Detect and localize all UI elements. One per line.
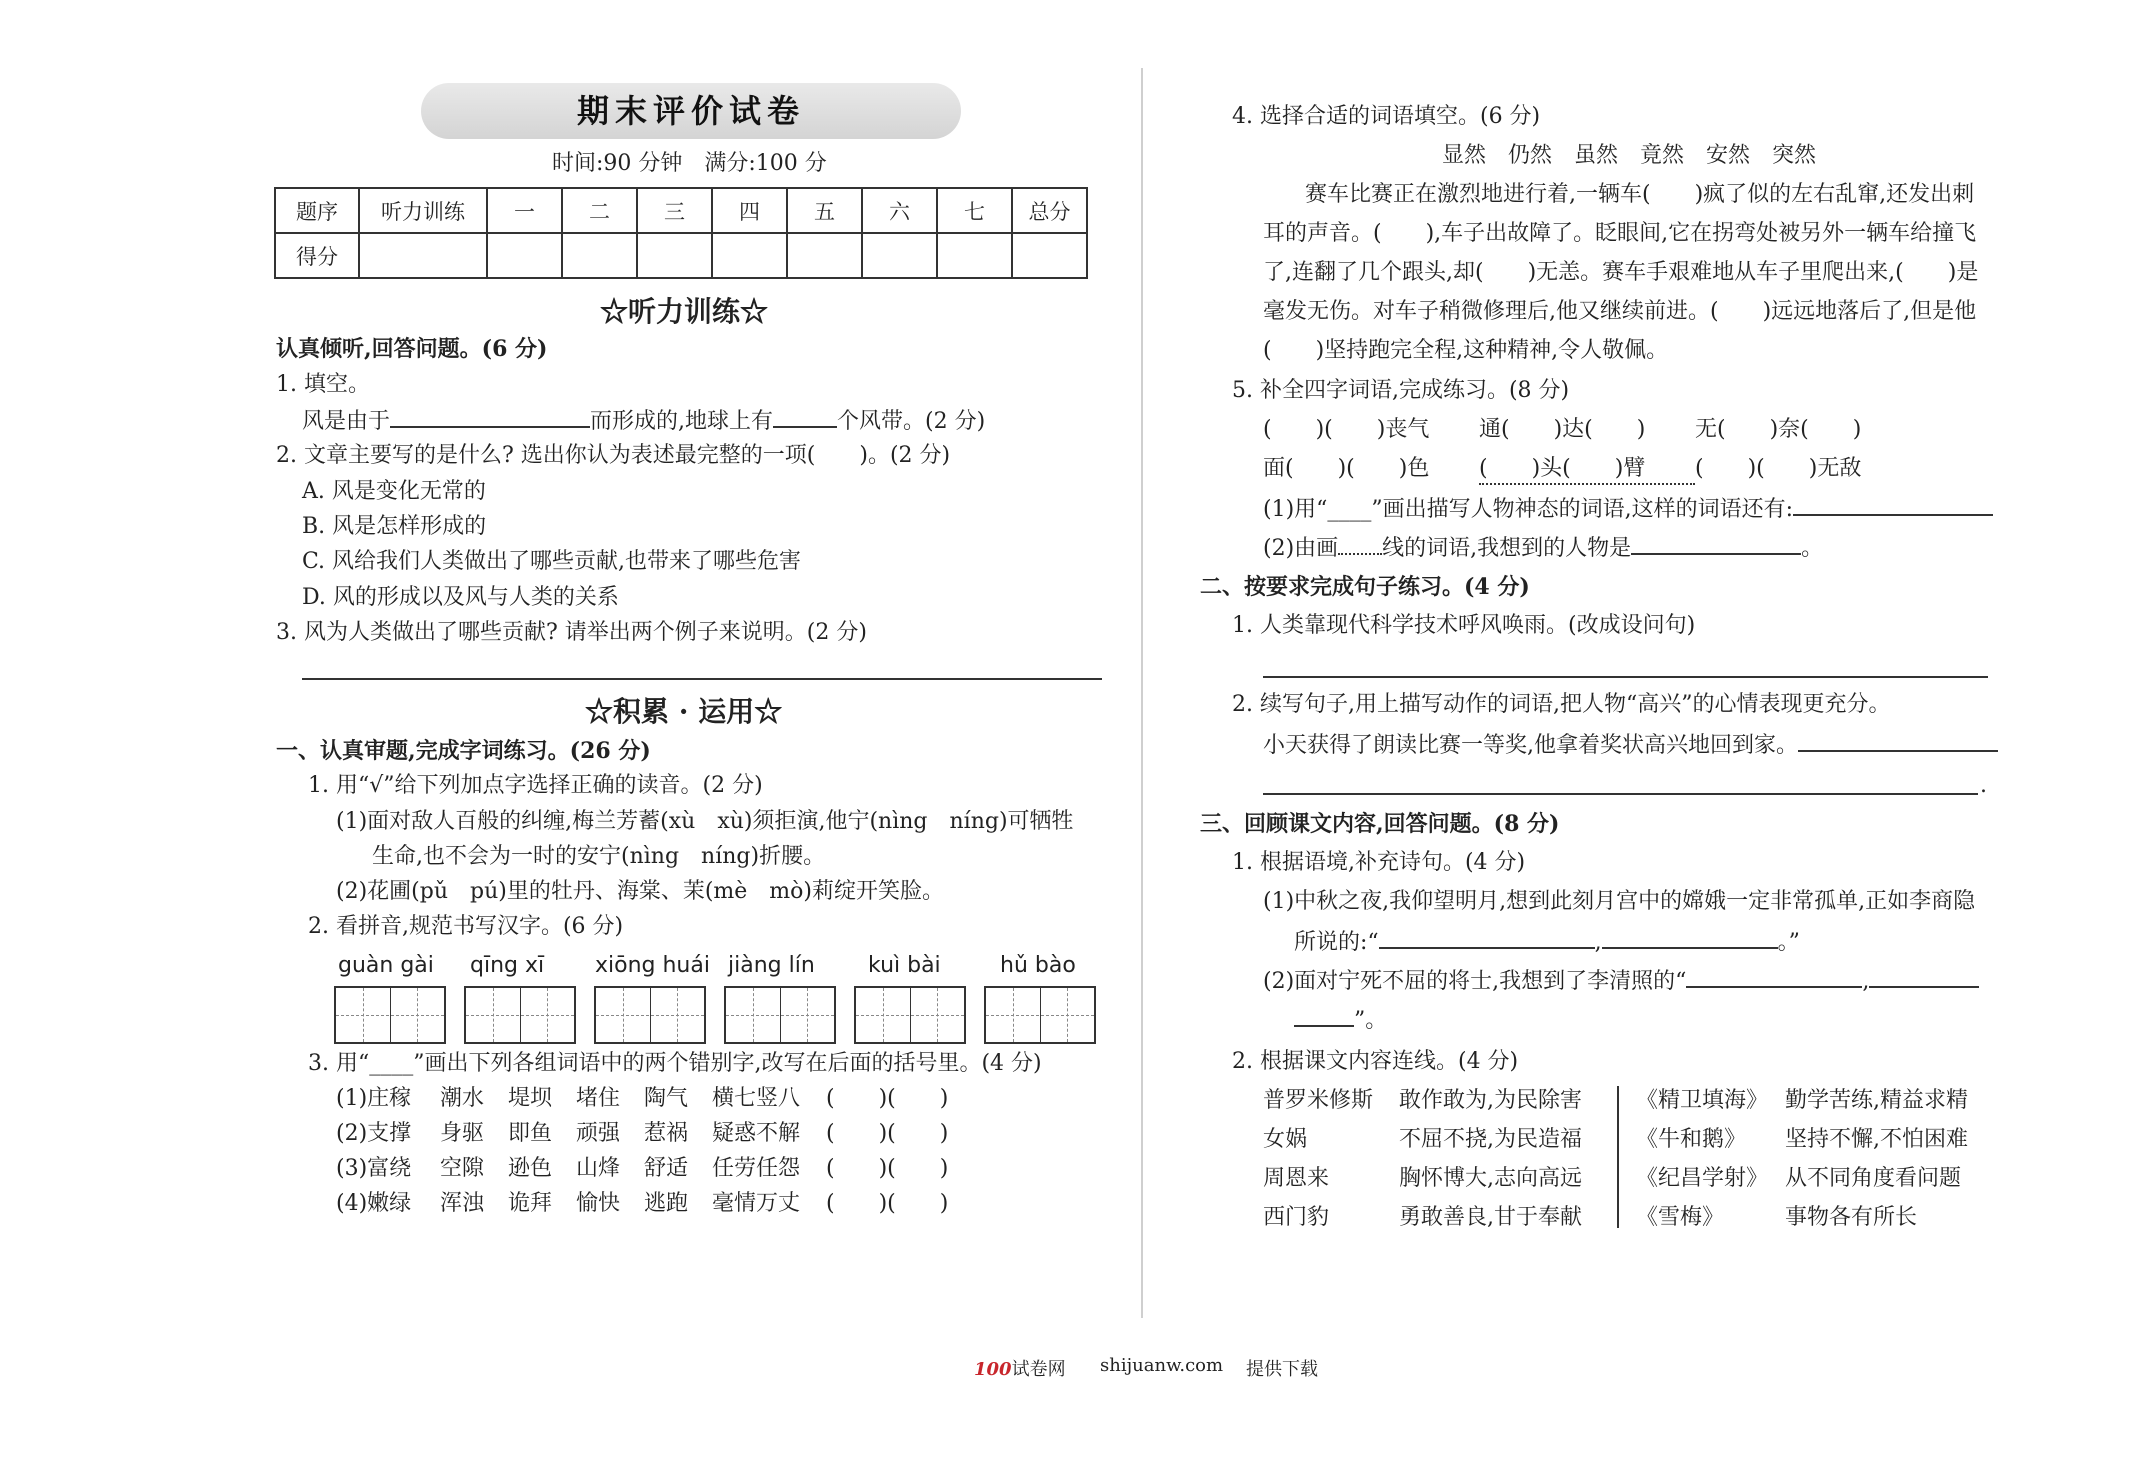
score-cell[interactable] xyxy=(862,233,937,278)
score-value-row xyxy=(275,233,1087,278)
q5-sub1-blank[interactable] xyxy=(1793,494,1993,516)
writing-grid[interactable] xyxy=(724,986,836,1044)
p2-q2-line xyxy=(1263,730,1998,760)
score-header-cell: 总分 xyxy=(1012,188,1087,233)
p3-q1-line2: 所说的:“ , 。” xyxy=(1294,927,1800,957)
q1-blank-1[interactable] xyxy=(390,406,590,428)
exam-subtitle: 时间:90 分钟 满分:100 分 xyxy=(552,151,827,176)
word: (2)支撑 xyxy=(336,1121,412,1146)
period: . xyxy=(1980,773,1987,798)
word: 空隙 xyxy=(440,1156,485,1181)
word: 任劳任怨 xyxy=(712,1156,801,1181)
score-header-cell: 三 xyxy=(637,188,712,233)
word: 毫情万丈 xyxy=(712,1191,801,1216)
q4-passage-line: 赛车比赛正在激烈地进行着,一辆车( )疯了似的左右乱窜,还发出刺 xyxy=(1305,182,1975,207)
answer-brackets[interactable]: ( )( ) xyxy=(826,1156,949,1181)
logo-number: 100 xyxy=(974,1359,1012,1380)
word: 逃跑 xyxy=(644,1191,689,1216)
q1-text-b: 而形成的,地球上有 xyxy=(590,409,774,434)
listening-heading: ☆听力训练☆ xyxy=(600,295,769,328)
poem-blank[interactable] xyxy=(1602,927,1778,949)
score-header-cell: 六 xyxy=(862,188,937,233)
match-lesson[interactable]: 事物各有所长 xyxy=(1785,1205,1918,1230)
word: 即鱼 xyxy=(508,1121,553,1146)
answer-brackets[interactable]: ( )( ) xyxy=(826,1086,949,1111)
writing-grid[interactable] xyxy=(854,986,966,1044)
score-row-label: 得分 xyxy=(275,233,359,278)
p1-q1-line2: 生命,也不会为一时的安宁(nìng níng)折腰。 xyxy=(372,844,826,869)
word: 顽强 xyxy=(576,1121,621,1146)
part1-heading: 一、认真审题,完成字词练习。(26 分) xyxy=(276,738,651,764)
pinyin-label: jiàng lín xyxy=(728,953,815,978)
q5-sub2-blank[interactable] xyxy=(1631,533,1801,555)
word-row xyxy=(336,1190,948,1218)
match-lesson[interactable]: 从不同角度看问题 xyxy=(1785,1166,1962,1191)
wavy-line-mark xyxy=(1338,533,1382,555)
match-person[interactable]: 周恩来 xyxy=(1263,1166,1330,1191)
match-separator xyxy=(1617,1086,1619,1228)
p2-q1-answer-line[interactable] xyxy=(1263,676,1988,678)
score-cell[interactable] xyxy=(787,233,862,278)
score-cell[interactable] xyxy=(487,233,562,278)
poem-blank[interactable] xyxy=(1294,1005,1354,1027)
match-text[interactable]: 《精卫填海》 xyxy=(1636,1088,1769,1113)
q5: 5. 补全四字词语,完成练习。(8 分) xyxy=(1232,378,1570,403)
match-trait[interactable]: 不屈不挠,为民造福 xyxy=(1399,1127,1582,1152)
q5-sub2-text: 线的词语,我想到的人物是 xyxy=(1382,536,1632,561)
word: 浑浊 xyxy=(440,1191,485,1216)
match-trait[interactable]: 敢作敢为,为民除害 xyxy=(1399,1088,1582,1113)
p1-q1-line3: (2)花圃(pǔ pú)里的牡丹、海棠、茉(mè mò)莉绽开笑脸。 xyxy=(336,879,944,904)
part3-heading: 三、回顾课文内容,回答问题。(8 分) xyxy=(1200,811,1560,837)
pinyin-label: hǔ bào xyxy=(1000,953,1076,978)
writing-grid[interactable] xyxy=(334,986,446,1044)
q4-passage-line: ( )坚持跑完全程,这种精神,令人敬佩。 xyxy=(1263,338,1669,363)
match-person[interactable]: 普罗米修斯 xyxy=(1263,1088,1374,1113)
word: 愉快 xyxy=(576,1191,621,1216)
match-text[interactable]: 《雪梅》 xyxy=(1636,1205,1725,1230)
word: 惹祸 xyxy=(644,1121,689,1146)
idiom-blank[interactable]: 无( )奈( ) xyxy=(1695,417,1862,442)
q3-answer-line[interactable] xyxy=(302,678,1102,680)
word: 疑惑不解 xyxy=(712,1121,801,1146)
q2-option-a: A. 风是变化无常的 xyxy=(302,479,486,504)
q4-word-bank: 显然 仍然 虽然 竟然 安然 突然 xyxy=(1442,143,1817,168)
listening-q3: 3. 风为人类做出了哪些贡献? 请举出两个例子来说明。(2 分) xyxy=(276,620,867,645)
q1-blank-2[interactable] xyxy=(773,406,837,428)
word: (1)庄稼 xyxy=(336,1086,412,1111)
q5-sub1-text: (1)用“____”画出描写人物神态的词语,这样的词语还有: xyxy=(1263,497,1794,522)
logo-text: 试卷网 xyxy=(1011,1359,1066,1380)
match-text[interactable]: 《牛和鹅》 xyxy=(1636,1127,1747,1152)
word: 堤坝 xyxy=(508,1086,553,1111)
p2-q1: 1. 人类靠现代科学技术呼风唤雨。(改成设问句) xyxy=(1232,613,1696,638)
score-table xyxy=(274,187,1088,279)
q4-passage-line: 了,连翻了几个跟头,却( )无恙。赛车手艰难地从车子里爬出来,( )是 xyxy=(1263,260,1979,285)
part2-heading: 二、按要求完成句子练习。(4 分) xyxy=(1200,574,1530,600)
footer-logo xyxy=(974,1355,1066,1381)
p3-q1: 1. 根据语境,补充诗句。(4 分) xyxy=(1232,850,1526,875)
word-row xyxy=(336,1120,948,1148)
match-text[interactable]: 《纪昌学射》 xyxy=(1636,1166,1769,1191)
match-person[interactable]: 西门豹 xyxy=(1263,1205,1330,1230)
score-header-cell: 二 xyxy=(562,188,637,233)
score-cell[interactable] xyxy=(712,233,787,278)
word-row xyxy=(336,1155,948,1183)
word-row xyxy=(336,1085,948,1113)
word: 堵住 xyxy=(576,1086,621,1111)
word: 逊色 xyxy=(508,1156,553,1181)
p2-q2-answer-line[interactable] xyxy=(1263,793,1978,795)
pinyin-label: kuì bài xyxy=(868,953,941,978)
p2-q2-text: 小天获得了朗读比赛一等奖,他拿着奖状高兴地回到家。 xyxy=(1263,733,1798,758)
q5-row2 xyxy=(1263,455,1861,485)
poem-blank[interactable] xyxy=(1869,966,1979,988)
word: 身驱 xyxy=(440,1121,485,1146)
p1-q1-line1: (1)面对敌人百般的纠缠,梅兰芳蓄(xù xù)须拒演,他宁(nìng níng)可牺牲 xyxy=(336,809,1074,834)
writing-grid[interactable] xyxy=(984,986,1096,1044)
score-header-cell: 一 xyxy=(487,188,562,233)
q4-passage-line: 耳的声音。( ),车子出故障了。眨眼间,它在拐弯处被另外一辆车给撞飞 xyxy=(1263,221,1977,246)
p1-q1: 1. 用“√”给下列加点字选择正确的读音。(2 分) xyxy=(308,773,763,798)
idiom-blank[interactable]: 通( )达( ) xyxy=(1479,417,1646,442)
score-cell[interactable] xyxy=(637,233,712,278)
answer-brackets[interactable]: ( )( ) xyxy=(826,1191,949,1216)
word: 舒适 xyxy=(644,1156,689,1181)
answer-brackets[interactable]: ( )( ) xyxy=(826,1121,949,1146)
listening-intro: 认真倾听,回答问题。(6 分) xyxy=(276,336,548,362)
p3-q1-line1: (1)中秋之夜,我仰望明月,想到此刻月宫中的嫦娥一定非常孤单,正如李商隐 xyxy=(1263,889,1976,914)
word: 横七竖八 xyxy=(712,1086,801,1111)
q1-text-a: 风是由于 xyxy=(302,409,391,434)
writing-grid[interactable] xyxy=(594,986,706,1044)
p2-q2-blank[interactable] xyxy=(1798,730,1998,752)
word: (4)嫩绿 xyxy=(336,1191,412,1216)
score-header-cell: 七 xyxy=(937,188,1012,233)
p1-q3: 3. 用“____”画出下列各组词语中的两个错别字,改写在后面的括号里。(4 分) xyxy=(308,1051,1042,1076)
p3-q1-line4: ”。 xyxy=(1294,1005,1387,1035)
score-header-cell: 五 xyxy=(787,188,862,233)
listening-q1: 1. 填空。 xyxy=(276,372,370,397)
p3-q1-line3: (2)面对宁死不屈的将士,我想到了李清照的“ , xyxy=(1263,966,1979,996)
match-lesson[interactable]: 坚持不懈,不怕困难 xyxy=(1785,1127,1968,1152)
score-cell[interactable] xyxy=(1012,233,1087,278)
pinyin-label: guàn gài xyxy=(338,953,434,978)
match-trait[interactable]: 勇敢善良,甘于奉献 xyxy=(1399,1205,1582,1230)
q2-option-d: D. 风的形成以及风与人类的关系 xyxy=(302,585,619,610)
idiom-blank[interactable]: 面( )( )色 xyxy=(1263,456,1430,481)
idiom-blank[interactable]: ( )( )丧气 xyxy=(1263,417,1430,442)
pinyin-label: xiōng huái xyxy=(595,953,710,978)
word: 诡拜 xyxy=(508,1191,553,1216)
match-trait[interactable]: 胸怀博大,志向高远 xyxy=(1399,1166,1582,1191)
accumulation-heading: ☆积累 · 运用☆ xyxy=(585,695,783,728)
q5-row1 xyxy=(1263,416,1861,444)
footer-site[interactable]: shijuanw.com xyxy=(1100,1355,1224,1376)
q2-option-b: B. 风是怎样形成的 xyxy=(302,514,487,539)
q4-passage-line: 毫发无伤。对车子稍微修理后,他又继续前进。( )远远地落后了,但是他 xyxy=(1263,299,1977,324)
q5-sub2: (2)由画 线的词语,我想到的人物是 。 xyxy=(1263,533,1823,563)
pinyin-label: qīng xī xyxy=(470,953,545,978)
column-divider xyxy=(1141,68,1143,1318)
footer-note: 提供下载 xyxy=(1246,1359,1318,1380)
word: 陶气 xyxy=(644,1086,689,1111)
score-cell[interactable] xyxy=(359,233,487,278)
score-header-cell: 四 xyxy=(712,188,787,233)
q5-sub2-text: (2)由画 xyxy=(1263,536,1339,561)
match-lesson[interactable]: 勤学苦练,精益求精 xyxy=(1785,1088,1968,1113)
match-person[interactable]: 女娲 xyxy=(1263,1127,1308,1152)
p3-q2: 2. 根据课文内容连线。(4 分) xyxy=(1232,1049,1519,1074)
score-header-cell: 题序 xyxy=(275,188,359,233)
q5-sub1 xyxy=(1263,494,1993,524)
score-header-row xyxy=(275,188,1087,233)
poem-blank[interactable] xyxy=(1379,927,1595,949)
listening-q1-fill xyxy=(302,406,985,436)
score-cell[interactable] xyxy=(937,233,1012,278)
idiom-blank[interactable]: ( )( )无敌 xyxy=(1695,456,1862,481)
score-cell[interactable] xyxy=(562,233,637,278)
word: 山烽 xyxy=(576,1156,621,1181)
writing-grid[interactable] xyxy=(464,986,576,1044)
p3-q1-text: (2)面对宁死不屈的将士,我想到了李清照的“ xyxy=(1263,969,1687,994)
poem-blank[interactable] xyxy=(1686,966,1862,988)
score-header-cell: 听力训练 xyxy=(359,188,487,233)
listening-q2: 2. 文章主要写的是什么? 选出你认为表述最完整的一项( )。(2 分) xyxy=(276,443,951,468)
word: 潮水 xyxy=(440,1086,485,1111)
idiom-blank[interactable]: ( )头( )臂 xyxy=(1479,455,1695,485)
p3-q1-text: 所说的:“ xyxy=(1294,930,1379,955)
exam-title: 期末评价试卷 xyxy=(576,92,805,130)
p2-q2: 2. 续写句子,用上描写动作的词语,把人物“高兴”的心情表现更充分。 xyxy=(1232,692,1891,717)
q2-option-c: C. 风给我们人类做出了哪些贡献,也带来了哪些危害 xyxy=(302,549,802,574)
p1-q2: 2. 看拼音,规范书写汉字。(6 分) xyxy=(308,914,624,939)
q1-text-c: 个风带。(2 分) xyxy=(837,409,986,434)
q4: 4. 选择合适的词语填空。(6 分) xyxy=(1232,104,1541,129)
word: (3)富绕 xyxy=(336,1156,412,1181)
